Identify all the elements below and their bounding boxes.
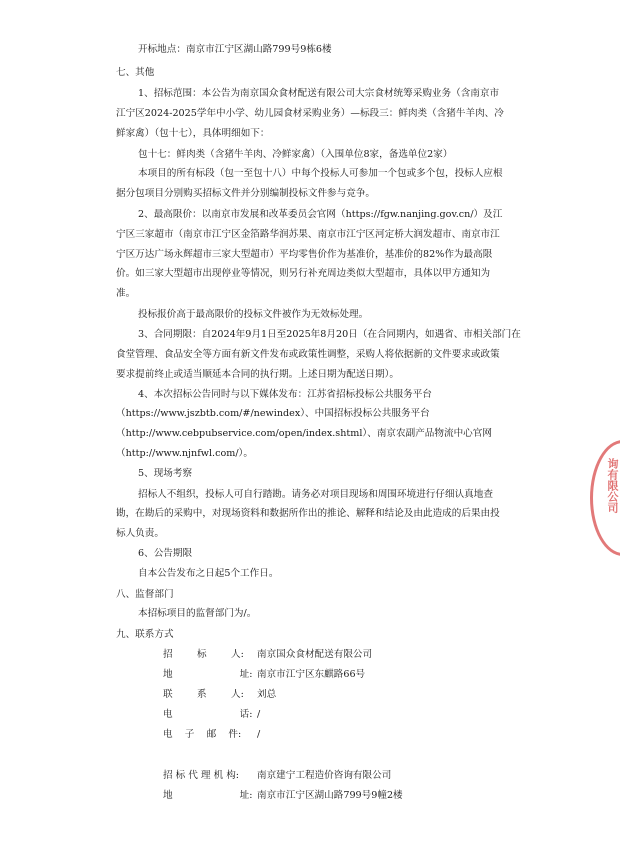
company-seal-text: 询有限公司 [606,458,619,513]
paragraph-line: 据分包项目分别购买招标文件并分别编制投标文件参与竞争。 [116,188,376,199]
contact-label: 招 标 代 理 机 构: [163,770,240,781]
paragraph-line: 投标报价高于最高限价的投标文件被作为无效标处理。 [138,309,369,320]
contact-label: 招 标 人: [163,649,244,660]
contact-value: 南京国众食材配送有限公司 [257,649,373,660]
paragraph-line: 江宁区2024-2025学年中小学、幼儿园食材采购业务）—标段三：鲜肉类（含猪牛羊肉、冷 [116,108,504,119]
contact-value: / [257,709,261,720]
opening-location: 开标地点：南京市江宁区湖山路799号9栋6楼 [138,44,332,55]
section-heading-supervision: 八、监督部门 [116,589,174,600]
paragraph-line: 宁区万达广场永辉超市三家大型超市）平均零售价作为基准价，基准价的82%作为最高限 [116,249,493,260]
contact-label: 地 址: [163,790,253,801]
paragraph-line: 食堂管理、食品安全等方面有新文件发布或政策性调整，采购人将依据新的文件要求或政策 [116,349,500,360]
paragraph-line: 鲜家禽）（包十七），具体明细如下： [116,128,270,139]
paragraph-line: 标人负责。 [116,528,164,539]
paragraph-line: 本项目的所有标段（包一至包十八）中每个投标人可参加一个包或多个包，投标人应根 [138,168,503,179]
contact-value: 南京市江宁区湖山路799号9幢2楼 [257,790,403,801]
paragraph-line: 招标人不组织，投标人可自行踏勘。请务必对项目现场和周围环境进行仔细认真地查 [138,489,493,500]
section-heading-contact: 九、联系方式 [116,629,174,640]
contact-value: 南京市江宁区东麒路66号 [257,669,366,680]
section-heading-other: 七、其他 [116,67,155,78]
subheading-notice-period: 6、公告期限 [138,548,193,559]
paragraph-line: 1、招标范围：本公告为南京国众食材配送有限公司大宗食材统筹采购业务（含南京市 [138,88,500,99]
contact-label: 地 址: [163,669,253,680]
paragraph-line: 要求提前终止或适当顺延本合同的执行期。上述日期为配送日期）。 [116,369,400,380]
paragraph-line: 宁区三家超市（南京市江宁区金箔路华润苏果、南京市江宁区河定桥大润发超市、南京市江 [116,229,500,240]
paragraph-line: 价。如三家大型超市出现停业等情况，则另行补充周边类似大型超市，具体以甲方通知为 [116,268,491,279]
url-line: （http://www.cebpubservice.com/open/index.shtml）、南京农副产品物流中心官网 [116,428,492,439]
paragraph-line: 本招标项目的监督部门为/。 [138,608,257,619]
paragraph-line: 自本公告发布之日起5个工作日。 [138,568,279,579]
contact-label: 电 子 邮 件: [163,729,242,740]
paragraph-line: 勘，在勘后的采购中，对现场资料和数据所作出的推论、解释和结论及由此造成的后果由投 [116,508,500,519]
paragraph-line: 4、本次招标公告同时与以下媒体发布：江苏省招标投标公共服务平台 [138,389,432,400]
contact-value: / [257,729,261,740]
url-line: （http://www.njnfwl.com/）。 [116,448,253,459]
subheading-site-visit: 5、现场考察 [138,468,193,479]
paragraph-line: 2、最高限价：以南京市发展和改革委员会官网（https://fgw.nanjing.gov.cn/）及江 [138,209,503,220]
contact-value: 刘总 [257,689,277,700]
contact-value: 南京建宁工程造价咨询有限公司 [257,770,392,781]
paragraph-line: 3、合同期限：自2024年9月1日至2025年8月20日（在合同期内，如遇省、市相关部门在 [138,329,521,340]
url-line: （https://www.jszbtb.com/#/newindex）、中国招标投标公共服务平台 [116,408,430,419]
paragraph-line: 准。 [116,288,136,299]
contact-label: 联 系 人: [163,689,244,700]
package-line: 包十七：鲜肉类（含猪牛羊肉、冷鲜家禽）（入围单位8家，备选单位2家） [138,149,453,160]
contact-label: 电 话: [163,709,253,720]
